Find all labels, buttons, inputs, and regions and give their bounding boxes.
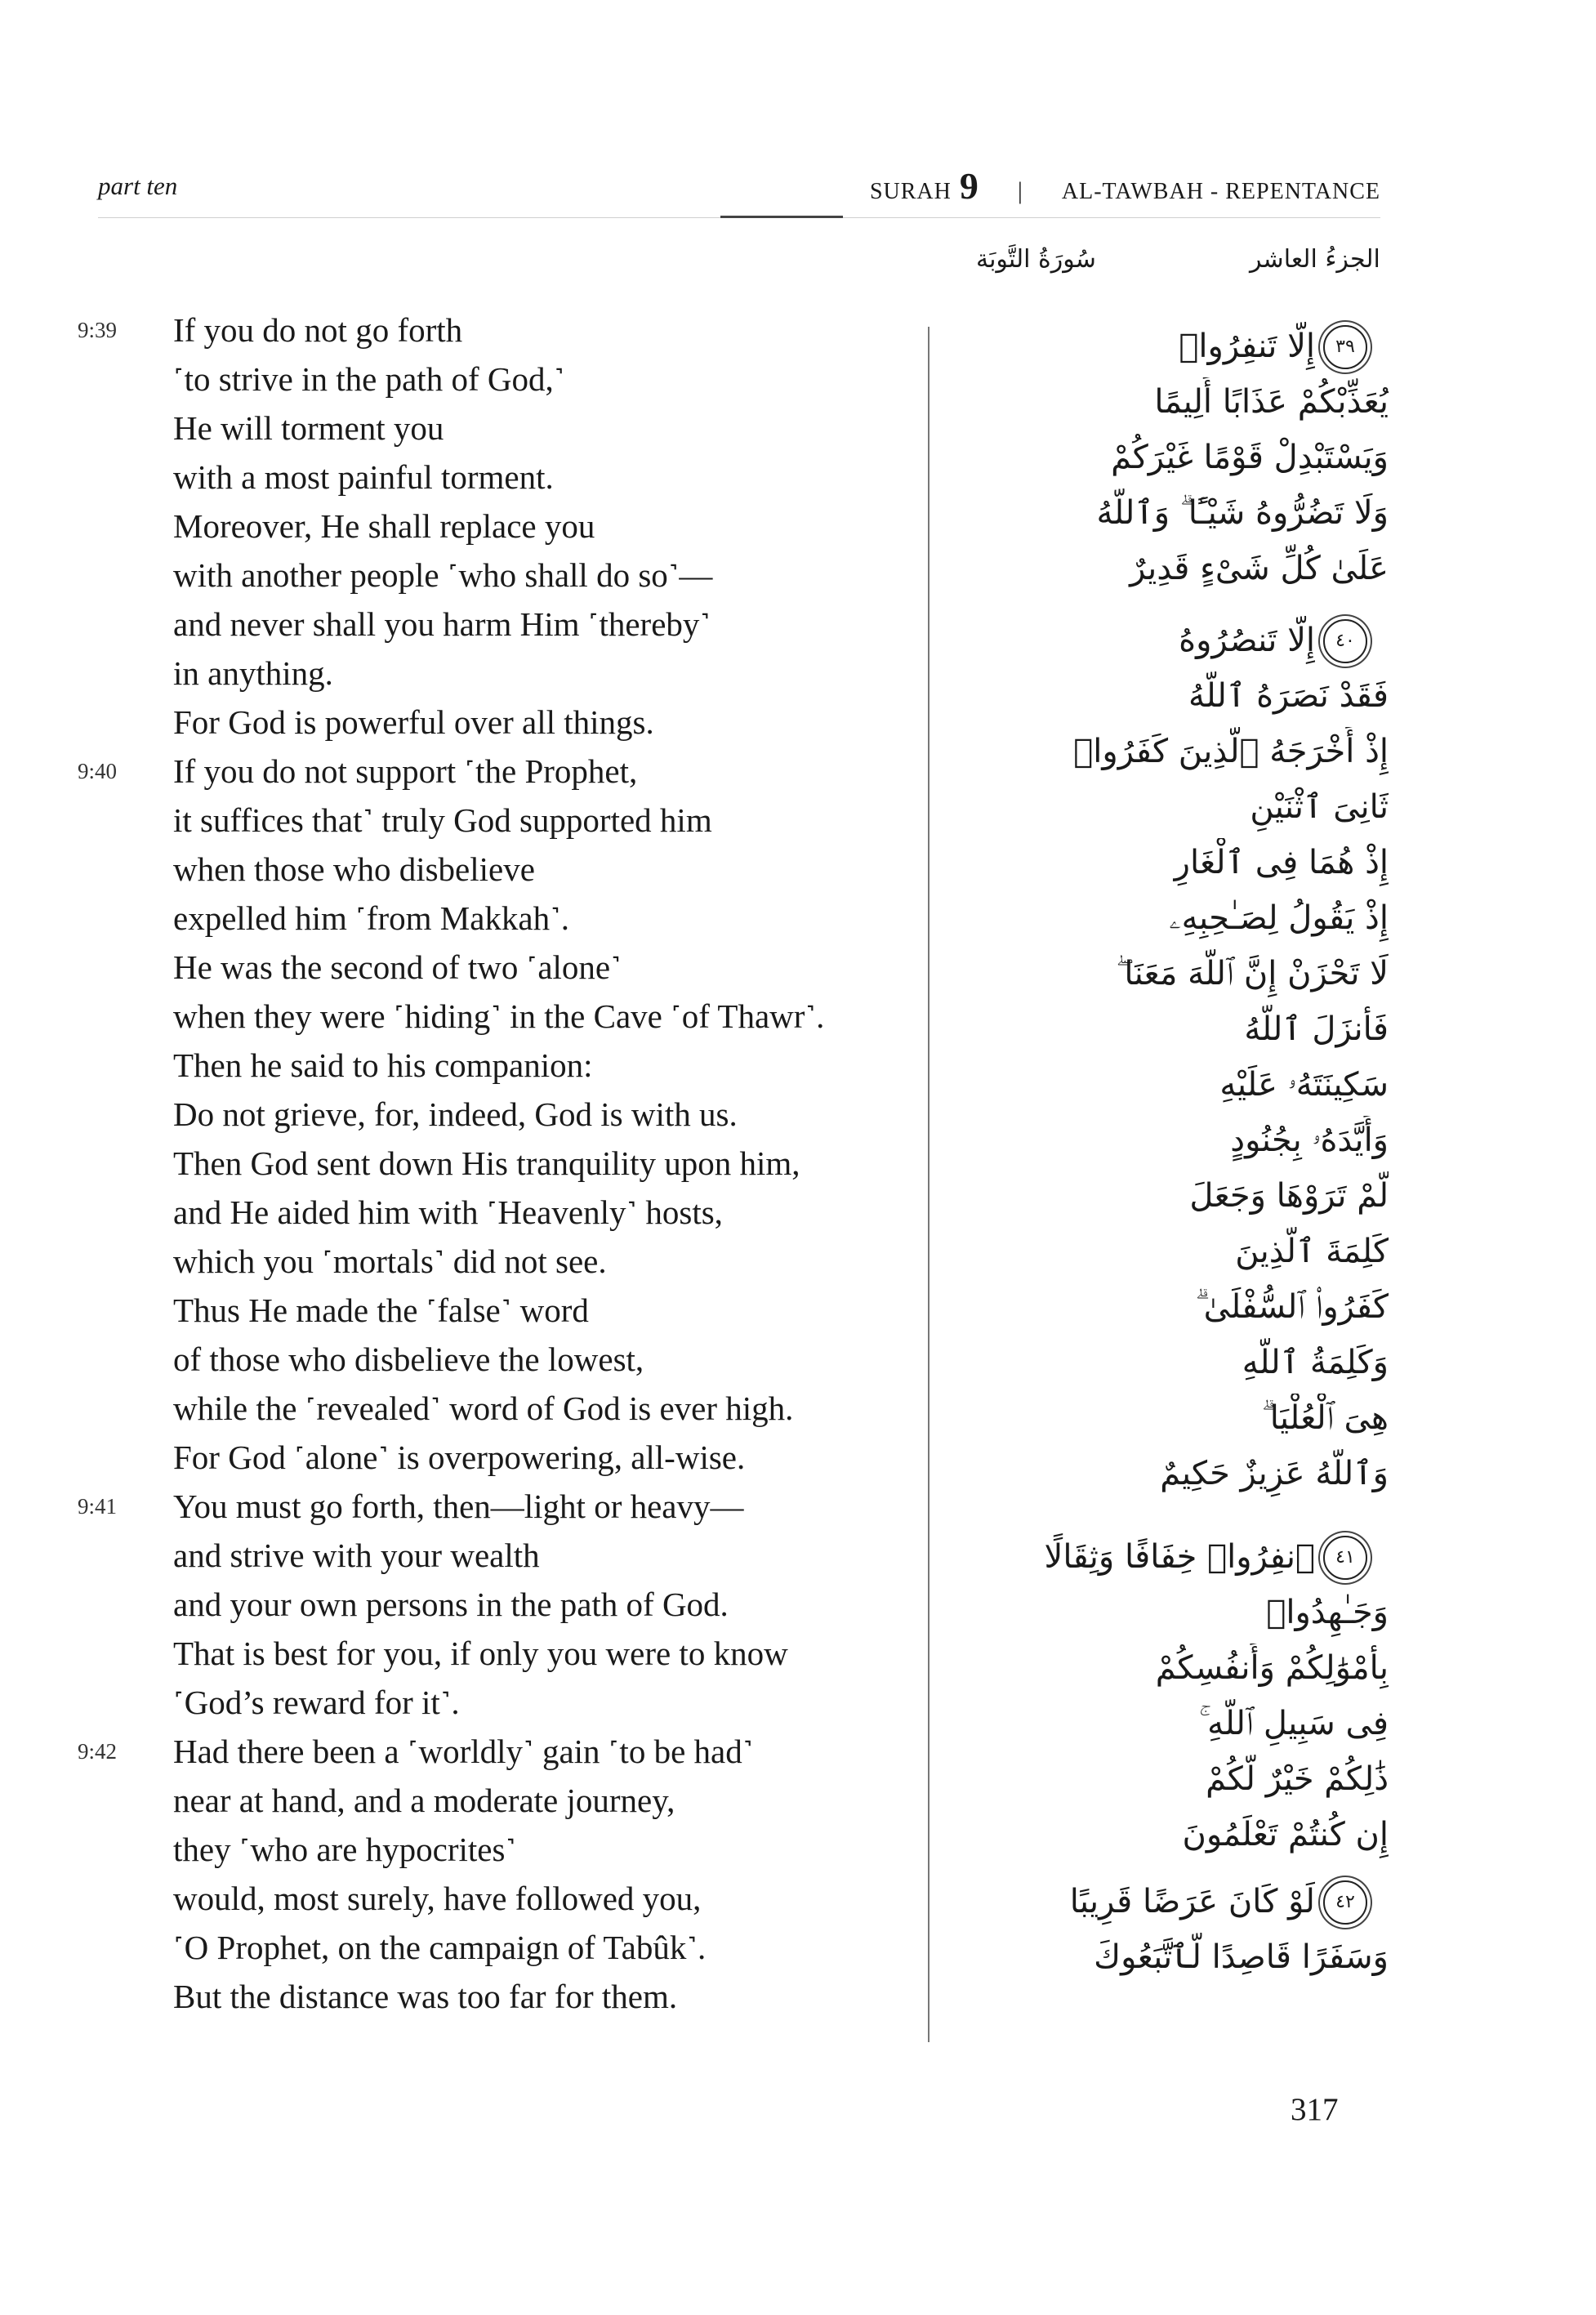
running-header <box>98 163 1380 209</box>
surah-heading <box>870 163 1380 209</box>
arabic-line: إِلَّا تَنفِرُوا۟ <box>1179 328 1315 365</box>
verse-number-9-41: 9:41 <box>78 1494 118 1519</box>
translation-line: and never shall you harm Him ˹thereby˺ <box>173 605 711 643</box>
translation-line: while the ˹revealed˺ word of God is ever high. <box>173 1389 794 1427</box>
arabic-line: إِذْ أَخْرَجَهُ ٱلَّذِينَ كَفَرُوا۟ <box>1073 733 1389 770</box>
translation-line: which you ˹mortals˺ did not see. <box>173 1242 607 1280</box>
translation-line: For God ˹alone˺ is overpowering, all-wise. <box>173 1439 746 1476</box>
arabic-line: كَفَرُوا۟ ٱلسُّفْلَىٰ ۗ <box>1195 1288 1389 1326</box>
translation-line: and your own persons in the path of God. <box>173 1586 729 1623</box>
translation-line: ˹O Prophet, on the campaign of Tabûk˺. <box>173 1929 707 1966</box>
translation-line: expelled him ˹from Makkah˺. <box>173 899 570 937</box>
translation-line: Then he said to his companion: <box>173 1046 593 1084</box>
translation-line: they ˹who are hypocrites˺ <box>173 1831 517 1868</box>
arabic-line: فَأَنزَلَ ٱللَّهُ <box>1244 1010 1389 1048</box>
arabic-line: وَجَـٰهِدُوا۟ <box>1266 1594 1389 1631</box>
translation-line: with another people ˹who shall do so˺— <box>173 556 713 594</box>
verse-number-9-40: 9:40 <box>78 759 118 783</box>
verse-number-9-39: 9:39 <box>78 318 118 342</box>
translation-line: Thus He made the ˹false˺ word <box>173 1291 589 1329</box>
translation-line: near at hand, and a moderate journey, <box>173 1782 675 1819</box>
arabic-line: وَٱللَّهُ عَزِيزٌ حَكِيمٌ <box>1160 1455 1389 1492</box>
arabic-line: لَوْ كَانَ عَرَضًا قَرِيبًا <box>1069 1883 1315 1920</box>
page-number: 317 <box>1291 2092 1339 2127</box>
arabic-line: وَأَيَّدَهُۥ بِجُنُودٍ <box>1230 1122 1389 1159</box>
arabic-line: ثَانِىَ ٱثْنَيْنِ <box>1250 788 1389 826</box>
arabic-line: فَقَدْ نَصَرَهُ ٱللَّهُ <box>1188 677 1389 715</box>
translation-line: Then God sent down His tranquility upon him, <box>173 1144 800 1182</box>
arabic-line: لَا تَحْزَنْ إِنَّ ٱللَّهَ مَعَنَا ۖ <box>1116 955 1389 992</box>
part-label: part ten <box>98 172 178 200</box>
verse-marker-42: ٤٢ <box>1323 1880 1367 1925</box>
arabic-line: وَسَفَرًا قَاصِدًا لَّٱتَّبَعُوكَ <box>1094 1938 1389 1976</box>
translation-line: ˹to strive in the path of God,˺ <box>173 360 565 398</box>
arabic-line: فِى سَبِيلِ ٱللَّهِ ۚ <box>1199 1705 1389 1742</box>
translation-line: in anything. <box>173 654 333 692</box>
arabic-line: وَلَا تَضُرُّوهُ شَيْـًٔا ۗ وَٱللَّهُ <box>1096 494 1389 532</box>
translation-line: and strive with your wealth <box>173 1537 540 1574</box>
translation-line: For God is powerful over all things. <box>173 703 654 741</box>
arabic-line: بِأَمْوَٰلِكُمْ وَأَنفُسِكُمْ <box>1155 1649 1389 1687</box>
arabic-line: يُعَذِّبْكُمْ عَذَابًا أَلِيمًا <box>1154 383 1389 421</box>
arabic-surah-label: سُورَةُ التَّوبَة <box>976 245 1096 274</box>
translation-line: when they were ˹hiding˺ in the Cave ˹of Thawr˺. <box>173 997 825 1035</box>
arabic-line: إِذْ هُمَا فِى ٱلْغَارِ <box>1174 844 1389 881</box>
verse-marker-39: ٣٩ <box>1323 325 1367 369</box>
translation-line: He will torment you <box>173 409 444 447</box>
arabic-line: سَكِينَتَهُۥ عَلَيْهِ <box>1219 1066 1389 1104</box>
translation-line: and He aided him with ˹Heavenly˺ hosts, <box>173 1193 723 1231</box>
arabic-line: عَلَىٰ كُلِّ شَىْءٍ قَدِيرٌ <box>1130 550 1389 587</box>
arabic-line: ٱنفِرُوا۟ خِفَافًا وَثِقَالًا <box>1044 1538 1315 1576</box>
translation-line: Had there been a ˹worldly˺ gain ˹to be had˺ <box>173 1733 754 1770</box>
surah-number: 9 <box>959 165 979 207</box>
translation-line: of those who disbelieve the lowest, <box>173 1340 644 1378</box>
arabic-line: إِذْ يَقُولُ لِصَـٰحِبِهِۦ <box>1169 899 1389 937</box>
translation-line: You must go forth, then—light or heavy— <box>173 1488 744 1525</box>
arabic-part-label: الجزءُ العاشر <box>1250 245 1380 274</box>
translation-line: when those who disbelieve <box>173 850 535 888</box>
translation-line: That is best for you, if only you were to know <box>173 1635 788 1672</box>
arabic-line: كَلِمَةَ ٱلَّذِينَ <box>1235 1233 1389 1270</box>
translation-line: If you do not support ˹the Prophet, <box>173 752 638 790</box>
translation-line: But the distance was too far for them. <box>173 1978 678 2015</box>
translation-line: Do not grieve, for, indeed, God is with us. <box>173 1095 738 1133</box>
column-divider <box>928 327 930 2042</box>
translation-line: with a most painful torment. <box>173 458 554 496</box>
arabic-line: إِن كُنتُمْ تَعْلَمُونَ <box>1182 1816 1389 1853</box>
translation-line: would, most surely, have followed you, <box>173 1880 702 1917</box>
translation-line: He was the second of two ˹alone˺ <box>173 948 622 986</box>
header-separator: | <box>1017 177 1023 204</box>
translation-line: If you do not go forth <box>173 311 463 349</box>
surah-word: SURAH <box>869 179 952 204</box>
arabic-line: إِلَّا تَنصُرُوهُ <box>1179 622 1315 659</box>
arabic-line: هِىَ ٱلْعُلْيَا ۗ <box>1261 1399 1389 1437</box>
translation-line: ˹God’s reward for it˺. <box>173 1684 460 1721</box>
arabic-line: لَّمْ تَرَوْهَا وَجَعَلَ <box>1189 1177 1389 1215</box>
arabic-line: وَكَلِمَةُ ٱللَّهِ <box>1242 1344 1389 1381</box>
verse-number-9-42: 9:42 <box>78 1739 118 1764</box>
header-tab-mark <box>720 216 843 218</box>
verse-marker-41: ٤١ <box>1323 1536 1367 1580</box>
arabic-line: ذَٰلِكُمْ خَيْرٌ لَّكُمْ <box>1206 1760 1389 1798</box>
verse-marker-40: ٤٠ <box>1323 619 1367 663</box>
surah-title: AL-TAWBAH - REPENTANCE <box>1061 179 1380 204</box>
translation-line: it suffices that˺ truly God supported him <box>173 801 712 839</box>
translation-line: Moreover, He shall replace you <box>173 507 595 545</box>
arabic-line: وَيَسْتَبْدِلْ قَوْمًا غَيْرَكُمْ <box>1111 439 1389 476</box>
